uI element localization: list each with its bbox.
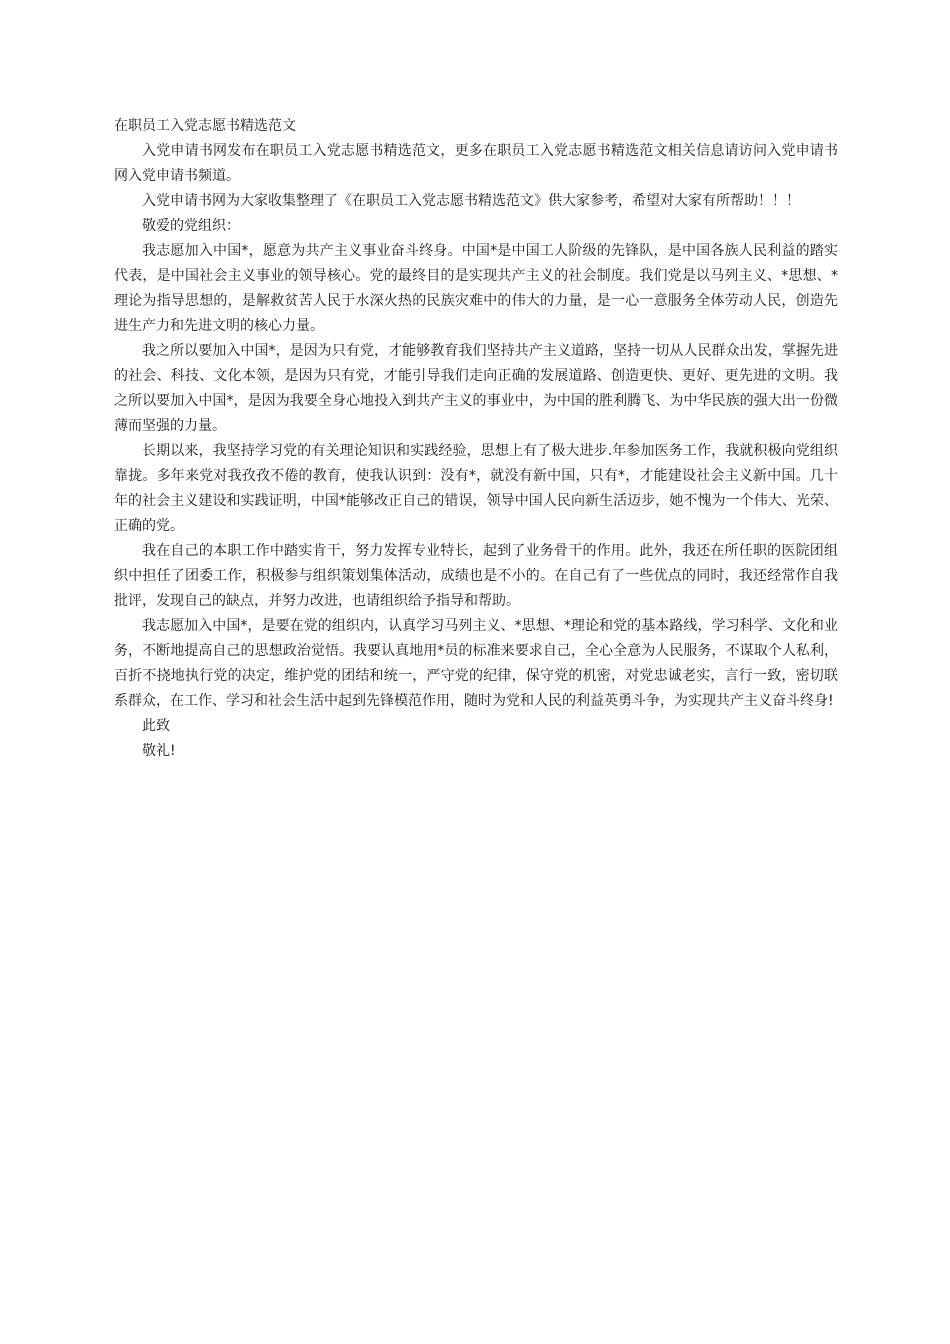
intro-note-paragraph: 入党申请书网为大家收集整理了《在职员工入党志愿书精选范文》供大家参考，希望对大家有所帮助！！！ xyxy=(142,193,800,209)
salutation: 敬爱的党组织： xyxy=(142,218,240,234)
intro-paragraph: 入党申请书网发布在职员工入党志愿书精选范文，更多在职员工入党志愿书精选范文相关信息请访问入党申请书网入党申请书频道。 xyxy=(114,143,838,184)
body-paragraph: 我之所以要加入中国*，是因为只有党，才能够教育我们坚持共产主义道路，坚持一切从人民群众出发，掌握先进的社会、科技、文化本领，是因为只有党，才能引导我们走向正确的发展道路、创造更快、更好、更先进的文明。我之所以要加入中国*，是因为我要全身心地投入到共产主义的事业中，为中国的胜利腾飞、为中华民族的强大出一份微薄而坚强的力量。 xyxy=(114,343,838,434)
body-paragraph: 长期以来，我坚持学习党的有关理论知识和实践经验，思想上有了极大进步.年参加医务工作，我就积极向党组织靠拢。多年来党对我孜孜不倦的教育，使我认识到：没有*，就没有新中国，只有*，才能建设社会主义新中国。几十年的社会主义建设和实践证明，中国*能够改正自己的错误，领导中国人民向新生活迈步，她不愧为一个伟大、光荣、正确的党。 xyxy=(114,443,838,534)
document-page xyxy=(114,114,838,764)
closing-line: 此致 xyxy=(142,718,170,734)
document-title: 在职员工入党志愿书精选范文 xyxy=(114,118,296,134)
body-paragraph: 我在自己的本职工作中踏实肯干，努力发挥专业特长，起到了业务骨干的作用。此外，我还在所任职的医院团组织中担任了团委工作，积极参与组织策划集体活动，成绩也是不小的。在自己有了一些优点的同时，我还经常作自我批评，发现自己的缺点，并努力改进，也请组织给予指导和帮助。 xyxy=(114,543,838,609)
closing-regards: 敬礼! xyxy=(142,743,176,759)
body-paragraph: 我志愿加入中国*，愿意为共产主义事业奋斗终身。中国*是中国工人阶级的先锋队，是中国各族人民利益的踏实代表，是中国社会主义事业的领导核心。党的最终目的是实现共产主义的社会制度。我们党是以马列主义、*思想、*理论为指导思想的，是解救贫苦人民于水深火热的民族灾难中的伟大的力量，是一心一意服务全体劳动人民，创造先进生产力和先进文明的核心力量。 xyxy=(114,243,838,334)
body-paragraph: 我志愿加入中国*，是要在党的组织内，认真学习马列主义、*思想、*理论和党的基本路线，学习科学、文化和业务，不断地提高自己的思想政治觉悟。我要认真地用*员的标准来要求自己，全心全意为人民服务，不谋取个人私利，百折不挠地执行党的决定，维护党的团结和统一，严守党的纪律，保守党的机密，对党忠诚老实，言行一致，密切联系群众，在工作、学习和社会生活中起到先锋模范作用，随时为党和人民的利益英勇斗争，为实现共产主义奋斗终身! xyxy=(114,618,838,709)
